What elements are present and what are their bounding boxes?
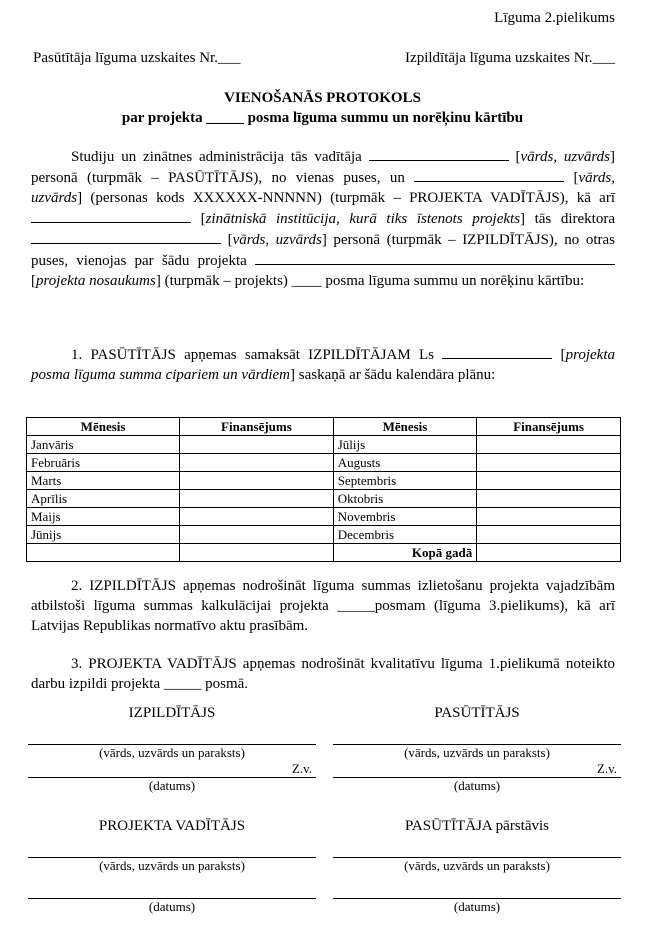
- name-caption: (vārds, uzvārds un paraksts): [99, 745, 245, 760]
- client-account-number: Pasūtītāja līguma uzskaites Nr.___: [33, 50, 241, 66]
- date-caption: (datums): [453, 899, 501, 914]
- month-cell: Oktobris: [333, 490, 477, 508]
- title-line-1: VIENOŠANĀS PROTOKOLS: [224, 90, 421, 106]
- signature-title: PASŪTĪTĀJA pārstāvis: [404, 818, 550, 834]
- signature-title: PROJEKTA VADĪTĀJS: [98, 818, 246, 834]
- funding-cell[interactable]: [180, 472, 334, 490]
- table-row: [27, 454, 621, 472]
- signature-line[interactable]: [28, 722, 316, 745]
- month-cell: Novembris: [333, 508, 477, 526]
- month-cell: Decembris: [333, 526, 477, 544]
- empty-cell: [27, 544, 180, 562]
- month-cell: Marts: [27, 472, 180, 490]
- month-cell: Maijs: [27, 508, 180, 526]
- placeholder-project-name: projekta nosaukums: [36, 273, 156, 289]
- month-cell: Augusts: [333, 454, 477, 472]
- name-caption: (vārds, uzvārds un paraksts): [99, 858, 245, 873]
- clause-1-text: ] saskaņā ar šādu kalendāra plānu:: [290, 367, 496, 383]
- month-cell: Septembris: [333, 472, 477, 490]
- date-line[interactable]: [28, 874, 316, 899]
- document-title: [0, 88, 645, 128]
- month-cell: Februāris: [27, 454, 180, 472]
- blank-lead-name: [414, 167, 564, 182]
- funding-cell[interactable]: [477, 472, 621, 490]
- signature-project-lead: [28, 818, 316, 915]
- contractor-account-number: Izpildītāja līguma uzskaites Nr.___: [405, 50, 615, 66]
- date-caption: (datums): [148, 899, 196, 914]
- blank-amount: [442, 344, 552, 359]
- date-caption: (datums): [148, 778, 196, 793]
- header-funding-right: Finansējums: [477, 418, 621, 436]
- placeholder-lead: vārds, uzvārds: [31, 170, 615, 206]
- month-cell: Aprīlis: [27, 490, 180, 508]
- intro-text: ] (personas kods XXXXXX-NNNNN) (turpmāk – PROJEKTA VADĪTĀJS), kā arī: [77, 190, 615, 206]
- intro-paragraph: Studiju un zinātnes administrācija tās vadītāja [vārds, uzvārds] personā (turpmāk – PASŪTĪTĀJS), no vienas puses, un [vārds, uzvārds] (personas kods XXXXXX-NNNNN) (turpmāk – PROJEKTA VADĪTĀJS), kā arī [zinātniskā institūcija, kurā tiks īstenots projekts] tās direktora [vārds, uzvārds] personā (turpmāk – IZPILDĪTĀJS), no otras puses, vienojas par šādu projekta [projekta nosaukums] (turpmāk – projekts) ____ posma līguma summu un norēķinu kārtību:: [31, 146, 615, 291]
- blank-institution: [31, 208, 191, 223]
- date-caption: (datums): [453, 778, 501, 793]
- table-row: [27, 508, 621, 526]
- signature-client: [333, 705, 621, 794]
- table-total-row: [27, 544, 621, 562]
- header-month-right: Mēnesis: [333, 418, 477, 436]
- table-row: [27, 490, 621, 508]
- signature-title: PASŪTĪTĀJS: [434, 705, 520, 721]
- placeholder-director: vārds, uzvārds: [520, 149, 610, 165]
- calendar-table: [26, 417, 621, 562]
- name-caption: (vārds, uzvārds un paraksts): [404, 745, 550, 760]
- intro-text: ] tās direktora: [520, 211, 615, 227]
- signature-line[interactable]: [333, 722, 621, 745]
- date-line[interactable]: [333, 874, 621, 899]
- funding-cell[interactable]: [477, 508, 621, 526]
- month-cell: Jūlijs: [333, 436, 477, 454]
- month-cell: Janvāris: [27, 436, 180, 454]
- seal-label: Z.v.: [596, 761, 617, 776]
- placeholder-institution: zinātniskā institūcija, kurā tiks īstenots projekts: [205, 211, 521, 227]
- blank-project-name: [255, 250, 615, 265]
- intro-text: Studiju un zinātnes administrācija tās vadītāja: [71, 149, 369, 165]
- placeholder-inst-director: vārds, uzvārds: [232, 232, 322, 248]
- table-row: [27, 472, 621, 490]
- funding-cell[interactable]: [180, 436, 334, 454]
- signature-contractor: [28, 705, 316, 794]
- signature-client-rep: [333, 818, 621, 915]
- clause-2: 2. IZPILDĪTĀJS apņemas nodrošināt līguma summas izlietošanu projekta vajadzībām atbilstoši līguma summas kalkulācijai projekta _____posmam (līguma 3.pielikums), kā arī Latvijas Republikas normatīvo aktu prasībām.: [31, 578, 615, 634]
- seal-label: Z.v.: [291, 761, 312, 776]
- funding-cell[interactable]: [180, 454, 334, 472]
- funding-cell[interactable]: [477, 526, 621, 544]
- signature-title: IZPILDĪTĀJS: [128, 705, 216, 721]
- blank-director-name: [369, 146, 509, 161]
- clause-3: 3. PROJEKTA VADĪTĀJS apņemas nodrošināt kvalitatīvu līguma 1.pielikumā noteikto darbu izpildi projekta _____ posmā.: [31, 656, 615, 692]
- table-row: [27, 436, 621, 454]
- funding-cell[interactable]: [477, 490, 621, 508]
- title-line-2: par projekta _____ posma līguma summu un norēķinu kārtību: [121, 110, 524, 126]
- intro-text: ] personā (turpmāk – IZPILDĪTĀJS), no otras puses, vienojas par šādu projekta: [31, 232, 615, 269]
- table-header-row: [27, 418, 621, 436]
- intro-text: ] (turpmāk – projekts) ____ posma līguma summu un norēķinu kārtību:: [155, 273, 585, 289]
- clause-1: 1. PASŪTĪTĀJS apņemas samaksāt IZPILDĪTĀJAM Ls [projekta posma līguma summa cipariem un vārdiem] saskaņā ar šādu kalendāra plānu:: [31, 344, 615, 385]
- annex-label: Līguma 2.pielikums: [494, 10, 615, 26]
- month-cell: Jūnijs: [27, 526, 180, 544]
- header-month-left: Mēnesis: [27, 418, 180, 436]
- funding-cell[interactable]: [180, 508, 334, 526]
- funding-cell[interactable]: [180, 490, 334, 508]
- total-label: Kopā gadā: [333, 544, 477, 562]
- signature-line[interactable]: [333, 835, 621, 858]
- signature-line[interactable]: [28, 835, 316, 858]
- intro-text: ] personā (turpmāk – PASŪTĪTĀJS), no vienas puses, un: [31, 149, 615, 186]
- funding-cell[interactable]: [180, 526, 334, 544]
- funding-cell[interactable]: [477, 454, 621, 472]
- clause-1-text: 1. PASŪTĪTĀJS apņemas samaksāt IZPILDĪTĀJAM Ls: [71, 347, 443, 363]
- header-funding-left: Finansējums: [180, 418, 334, 436]
- table-row: [27, 526, 621, 544]
- account-numbers: [33, 50, 615, 67]
- name-caption: (vārds, uzvārds un paraksts): [404, 858, 550, 873]
- blank-inst-director: [31, 229, 221, 244]
- empty-cell: [180, 544, 334, 562]
- placeholder-amount: projekta posma līguma summa cipariem un vārdiem: [31, 347, 615, 383]
- funding-cell[interactable]: [477, 436, 621, 454]
- total-value-cell[interactable]: [477, 544, 621, 562]
